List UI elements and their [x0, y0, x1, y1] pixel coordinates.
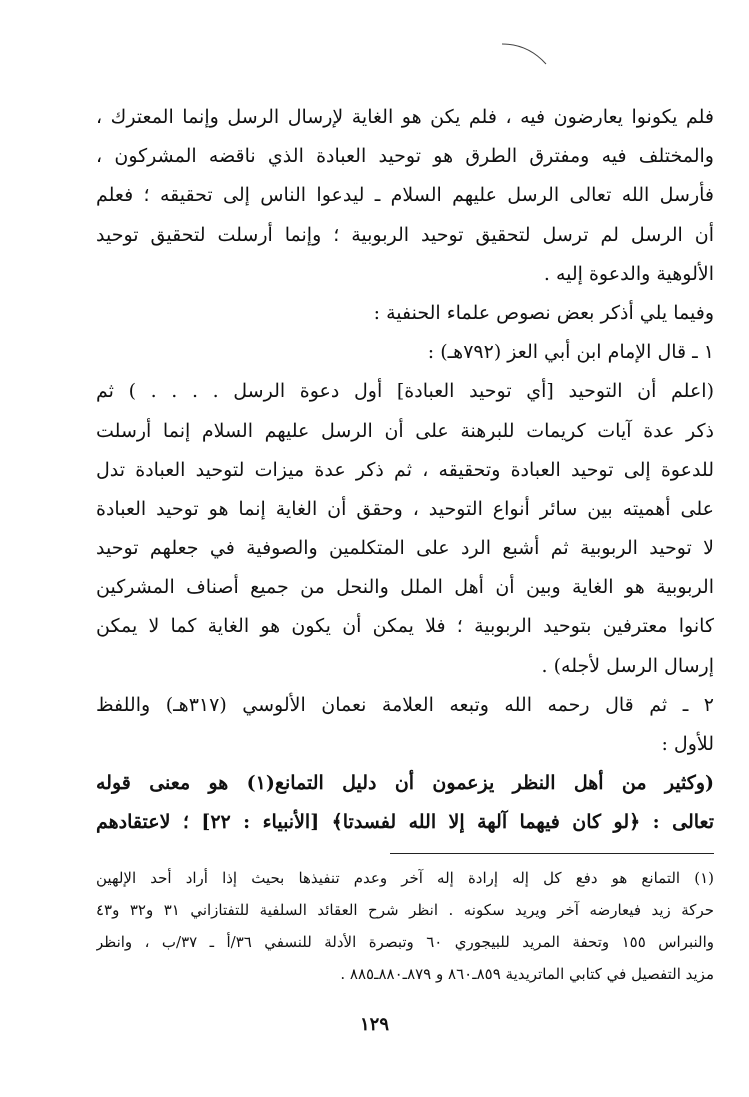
body-line-1: فلم يكونوا يعارضون فيه ، فلم يكن هو الغاية لإرسال الرسل وإنما المعترك ، [96, 106, 714, 128]
footnote-line-1: (١) التمانع هو دفع كل إله إرادة إله آخر وعدم تنفيذها بحيث إذا أراد أحد الإلهين [96, 869, 714, 887]
page-number: ١٢٩ [359, 1014, 389, 1035]
body-line-14: كانوا معترفين بتوحيد الربوبية ؛ فلا يمكن أن يكون هو الغاية كما لا يمكن [96, 615, 714, 638]
quote-1-line-1: (اعلم أن التوحيد [أي توحيد العبادة] أول دعوة الرسل . . . . ) ثم [96, 380, 714, 403]
footnote-divider [390, 853, 714, 854]
main-text [96, 98, 714, 843]
body-line-4: أن الرسل لم ترسل لتحقيق توحيد الربوبية ؛ وإنما أرسلت لتحقيق توحيد [96, 223, 714, 246]
body-line-17: للأول : [661, 733, 714, 755]
footnote-line-3: والنبراس ١٥٥ وتحفة المريد للبيجوري ٦٠ وتبصرة الأدلة للنسفي ٣٦/أ ـ ٣٧/ب ، وانظر [96, 933, 714, 951]
body-line-12: لا توحيد الربوبية ثم أشبع الرد على المتكلمين والصوفية في جعلهم توحيد [96, 537, 714, 560]
item-2-heading: ٢ ـ ثم قال رحمه الله وتبعه العلامة نعمان الألوسي (٣١٧هـ) واللفظ [96, 693, 714, 716]
body-line-5: الألوهية والدعوة إليه . [543, 262, 714, 285]
footnote-line-2: حركة زيد فيعارضه آخر ويريد سكونه . انظر شرح العقائد السلفية للتفتازاني ٣١ و٣٢ و٤٣ [96, 901, 714, 919]
footnotes [96, 862, 714, 990]
footnote-line-4: مزيد التفصيل في كتابي الماتريدية ٨٥٩ـ٨٦٠ و ٨٧٩ـ٨٨٠ـ٨٨٥ . [340, 965, 714, 983]
body-line-13: الربوبية هو الغاية وبين أن أهل الملل والنحل من جميع أصناف المشركين [96, 576, 714, 599]
section-intro: وفيما يلي أذكر بعض نصوص علماء الحنفية : [373, 301, 714, 324]
body-line-3: فأرسل الله تعالى الرسل عليهم السلام ـ ليدعوا الناس إلى تحقيقه ؛ فعلم [96, 184, 714, 207]
body-line-11: على أهميته بين سائر أنواع التوحيد ، وحقق أن الغاية إنما هو توحيد العبادة [96, 497, 714, 520]
body-line-2: والمختلف فيه ومفترق الطرق هو توحيد العبادة الذي ناقضه المشركون ، [96, 145, 714, 168]
corner-arc-mark [500, 38, 550, 68]
body-line-15: إرسال الرسل لأجله) . [541, 654, 714, 677]
quote-2-line-2: تعالى : ﴿لو كان فيهما آلهة إلا الله لفسدتا﴾ [الأنبياء : ٢٢] ؛ لاعتقادهم [96, 811, 714, 834]
item-1-heading: ١ ـ قال الإمام ابن أبي العز (٧٩٢هـ) : [427, 341, 714, 364]
quote-2-line-1: (وكثير من أهل النظر يزعمون أن دليل التمانع(١) هو معنى قوله [96, 772, 714, 795]
body-line-9: ذكر عدة آيات كريمات للبرهنة على أن الرسل عليهم السلام إنما أرسلت [96, 419, 714, 442]
body-line-10: للدعوة إلى توحيد العبادة وتحقيقه ، ثم ذكر عدة ميزات لتوحيد العبادة تدل [96, 458, 714, 481]
